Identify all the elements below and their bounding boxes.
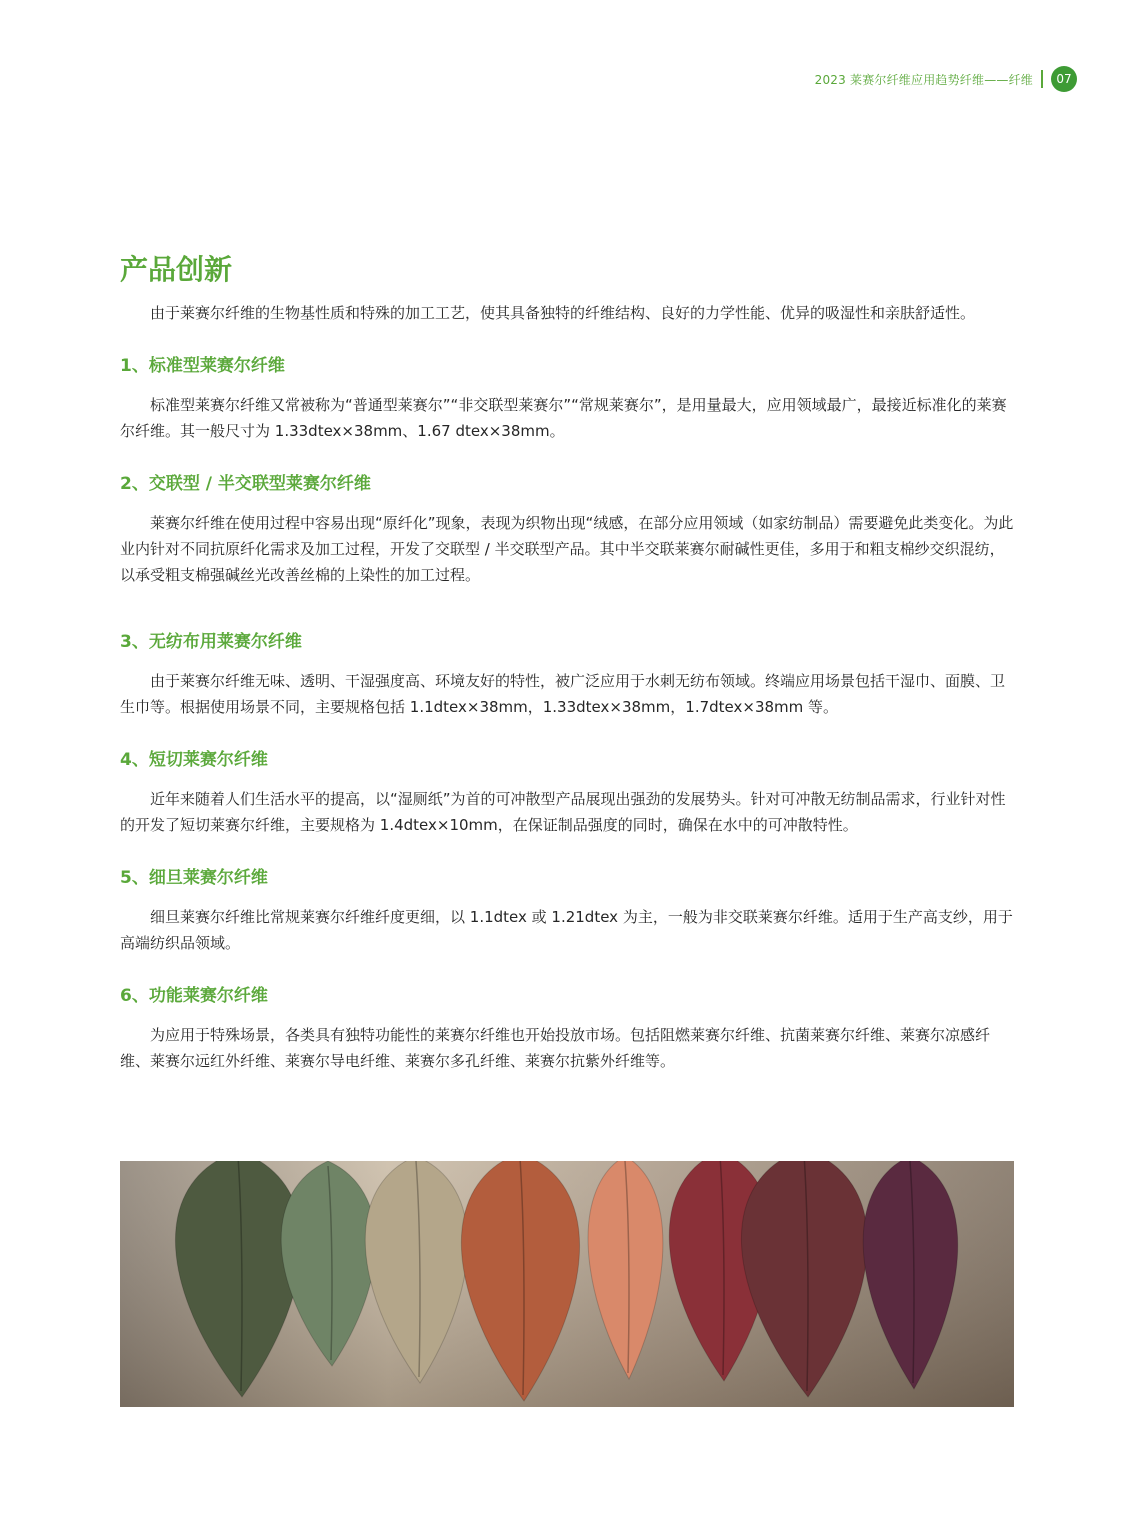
section-heading-4: 4、短切莱赛尔纤维 [120,750,268,770]
section-heading-5: 5、细旦莱赛尔纤维 [120,868,268,888]
section-body-3: 由于莱赛尔纤维无味、透明、干湿强度高、环境友好的特性，被广泛应用于水刺无纺布领域。终端应用场景包括干湿巾、面膜、卫生巾等。根据使用场景不同，主要规格包括 1.1dtex×38mm，1.33dtex×38mm，1.7dtex×38mm 等。 [120,672,1006,716]
section-body-6: 为应用于特殊场景，各类具有独特功能性的莱赛尔纤维也开始投放市场。包括阻燃莱赛尔纤维、抗菌莱赛尔纤维、莱赛尔凉感纤维、莱赛尔远红外纤维、莱赛尔导电纤维、莱赛尔多孔纤维、莱赛尔抗紫外纤维等。 [120,1026,991,1070]
running-header [815,66,1077,92]
fabric-leaves-image [120,1161,1014,1407]
section-heading-1: 1、标准型莱赛尔纤维 [120,356,285,376]
page-number-badge: 07 [1051,66,1077,92]
section-heading-3: 3、无纺布用莱赛尔纤维 [120,632,302,652]
header-divider [1041,70,1043,88]
section-body-1: 标准型莱赛尔纤维又常被称为“普通型莱赛尔”“非交联型莱赛尔”“常规莱赛尔”，是用量最大，应用领域最广，最接近标准化的莱赛尔纤维。其一般尺寸为 1.33dtex×38mm、1.67 dtex×38mm。 [120,396,1007,440]
section-body-5: 细旦莱赛尔纤维比常规莱赛尔纤维纤度更细，以 1.1dtex 或 1.21dtex 为主，一般为非交联莱赛尔纤维。适用于生产高支纱，用于高端纺织品领域。 [120,908,1013,952]
section-heading-6: 6、功能莱赛尔纤维 [120,986,268,1006]
page-title: 产品创新 [120,253,233,286]
section-body-4: 近年来随着人们生活水平的提高，以“湿厕纸”为首的可冲散型产品展现出强劲的发展势头。针对可冲散无纺制品需求，行业针对性的开发了短切莱赛尔纤维，主要规格为 1.4dtex×10mm，在保证制品强度的同时，确保在水中的可冲散特性。 [120,790,1006,834]
running-title: 2023 莱赛尔纤维应用趋势纤维——纤维 [814,72,1033,87]
intro-paragraph: 由于莱赛尔纤维的生物基性质和特殊的加工工艺，使其具备独特的纤维结构、良好的力学性能、优异的吸湿性和亲肤舒适性。 [150,304,976,322]
section-body-2: 莱赛尔纤维在使用过程中容易出现“原纤化”现象，表现为织物出现“绒感，在部分应用领域（如家纺制品）需要避免此类变化。为此业内针对不同抗原纤化需求及加工过程，开发了交联型 / 半交联型产品。其中半交联莱赛尔耐碱性更佳，多用于和粗支棉纱交织混纺，以承受粗支棉强碱丝光改善丝棉的上染性的加工过程。 [120,514,1014,584]
section-heading-2: 2、交联型 / 半交联型莱赛尔纤维 [120,474,371,494]
main-content [120,250,1014,1074]
